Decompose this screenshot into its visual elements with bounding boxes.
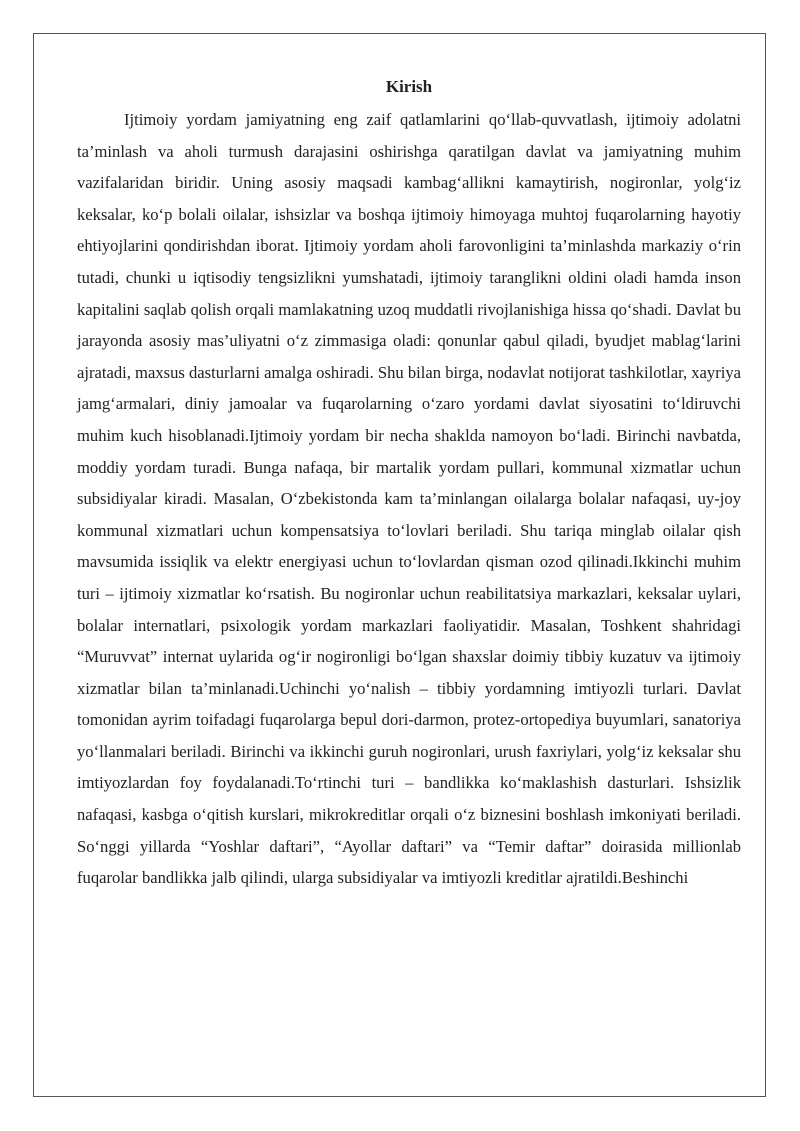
document-title: Kirish: [385, 77, 433, 96]
document-body: [77, 76, 741, 894]
document-paragraph: Ijtimoiy yordam jamiyatning eng zaif qatlamlarini qo‘llab-quvvatlash, ijtimoiy adolatni ta’minlash va aholi turmush darajasini oshirishga qaratilgan davlat va jamiyatning muhim vazifalaridan biridir. Uning asosiy maqsadi kambag‘allikni kamaytirish, nogironlar, yolg‘iz keksalar, ko‘p bolali oilalar, ishsizlar va boshqa ijtimoiy himoyaga muhtoj fuqarolarning hayotiy ehtiyojlarini qondirishdan iborat. Ijtimoiy yordam aholi farovonligini ta’minlashda markaziy o‘rin tutadi, chunki u iqtisodiy tengsizlikni yumshatadi, ijtimoiy taranglikni oldini oladi hamda inson kapitalini saqlab qolish orqali mamlakatning uzoq muddatli rivojlanishiga hissa qo‘shadi. Davlat bu jarayonda asosiy mas’uliyatni o‘z zimmasiga oladi: qonunlar qabul qiladi, byudjet mablag‘larini ajratadi, maxsus dasturlarni amalga oshiradi. Shu bilan birga, nodavlat notijorat tashkilotlar, xayriya jamg‘armalari, diniy jamoalar va fuqarolarning o‘zaro yordami davlat siyosatini to‘ldiruvchi muhim kuch hisoblanadi.Ijtimoiy yordam bir necha shaklda namoyon bo‘ladi. Birinchi navbatda, moddiy yordam turadi. Bunga nafaqa, bir martalik yordam pullari, kommunal xizmatlar uchun subsidiyalar kiradi. Masalan, O‘zbekistonda kam ta’minlangan oilalarga bolalar nafaqasi, uy-joy kommunal xizmatlari uchun kompensatsiya to‘lovlari beriladi. Shu tariqa minglab oilalar qish mavsumida issiqlik va elektr energiyasi uchun to‘lovlardan qisman ozod qilinadi.Ikkinchi muhim turi – ijtimoiy xizmatlar ko‘rsatish. Bu nogironlar uchun reabilitatsiya markazlari, keksalar uylari, bolalar internatlari, psixologik yordam markazlari faoliyatidir. Masalan, Toshkent shahridagi “Muruvvat” internat uylarida og‘ir nogironligi bo‘lgan shaxslar doimiy tibbiy kuzatuv va ijtimoiy xizmatlar bilan ta’minlanadi.Uchinchi yo‘nalish – tibbiy yordamning imtiyozli turlari. Davlat tomonidan ayrim toifadagi fuqarolarga bepul dori-darmon, protez-ortopediya buyumlari, sanatoriya yo‘llanmalari beriladi. Birinchi va ikkinchi guruh nogironlari, urush faxriylari, yolg‘iz keksalar shu imtiyozlardan foy foydalanadi.To‘rtinchi turi – bandlikka ko‘maklashish dasturlari. Ishsizlik nafaqasi, kasbga o‘qitish kurslari, mikrokreditlar orqali o‘z biznesini boshlash imkoniyati beriladi. So‘nggi yillarda “Yoshlar daftari”, “Ayollar daftari” va “Temir daftar” doirasida millionlab fuqarolar bandlikka jalb qilindi, ularga subsidiyalar va imtiyozli kreditlar ajratildi.Beshinchi: [77, 110, 741, 888]
